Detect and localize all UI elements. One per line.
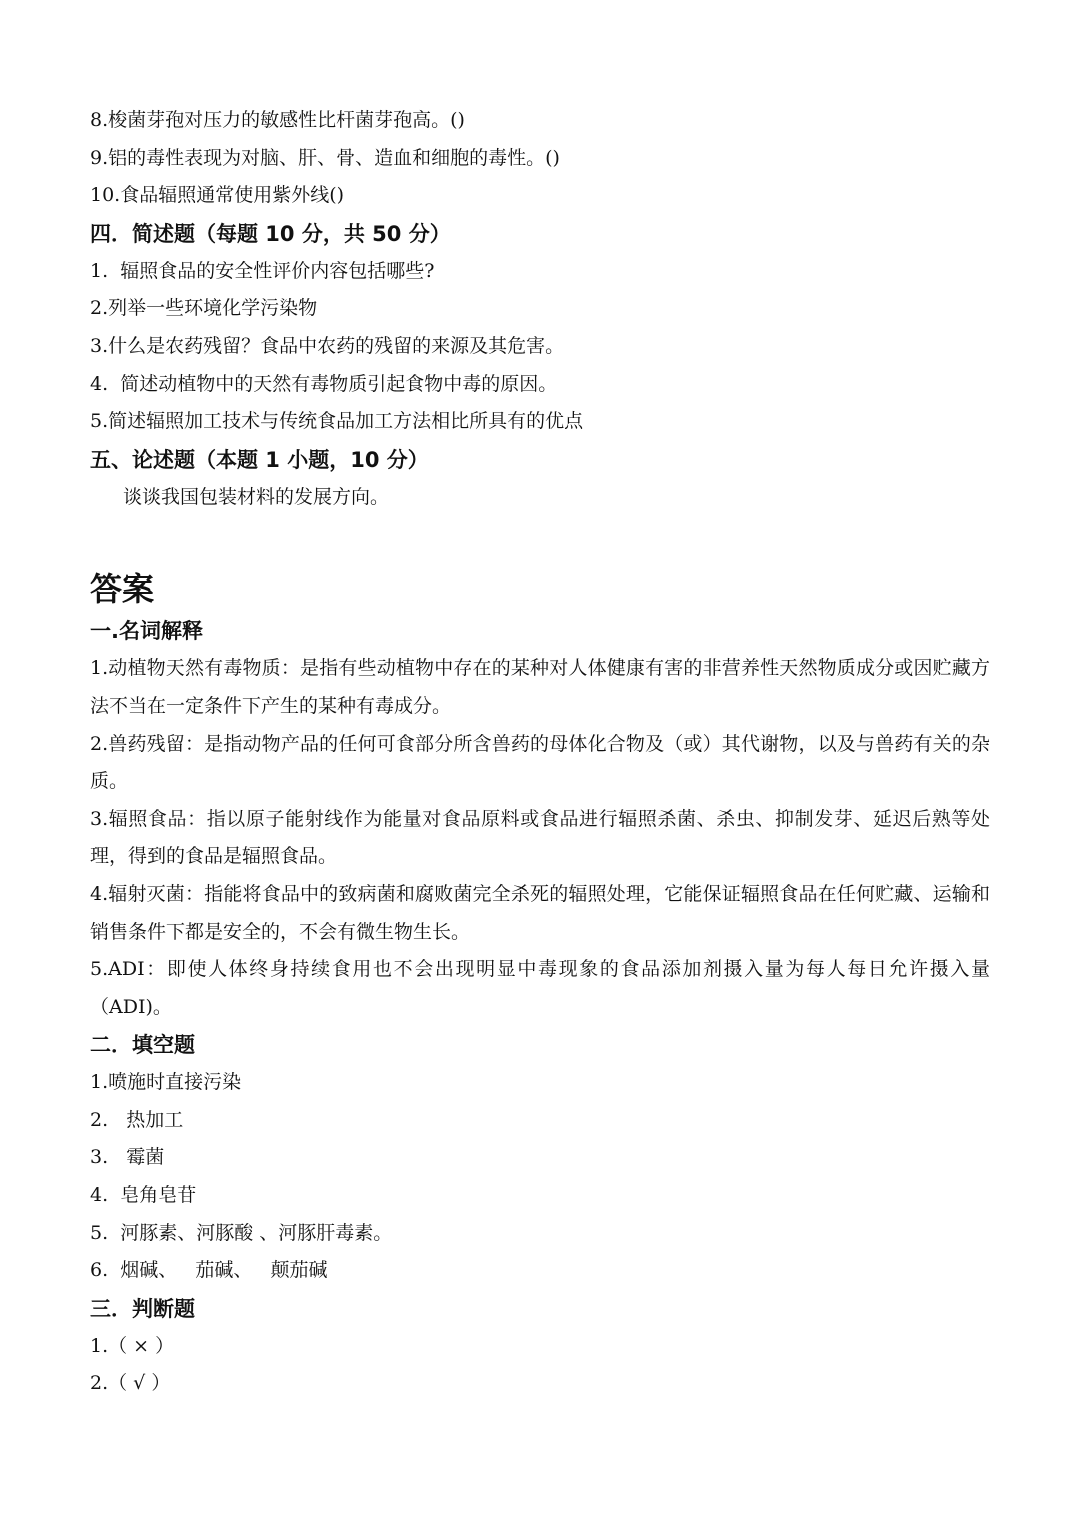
short-answer-item-1: 1. 辐照食品的安全性评价内容包括哪些? [90,259,435,282]
fill-answer-5: 5. 河豚素、河豚酸 、河豚肝毒素。 [90,1221,393,1244]
short-answer-heading: 四．简述题（每题 10 分，共 50 分） [90,221,451,246]
term-answer-2: 2.兽药残留：是指动物产品的任何可食部分所含兽药的母体化合物及（或）其代谢物，以及与兽药有关的杂质。 [90,732,990,793]
short-answer-item-5: 5.简述辐照加工技术与传统食品加工方法相比所具有的优点 [90,410,584,433]
fill-answer-3: 3. 霉菌 [90,1146,165,1169]
fill-answer-1: 1.喷施时直接污染 [90,1071,242,1094]
question-judge-9: 9.铝的毒性表现为对脑、肝、骨、造血和细胞的毒性。() [90,146,560,169]
question-judge-8: 8.梭菌芽孢对压力的敏感性比杆菌芽孢高。() [90,109,465,131]
term-answer-4: 4.辐射灭菌：指能将食品中的致病菌和腐败菌完全杀死的辐照处理，它能保证辐照食品在任何贮藏、运输和销售条件下都是安全的，不会有微生物生长。 [90,882,990,943]
term-answer-3: 3.辐照食品：指以原子能射线作为能量对食品原料或食品进行辐照杀菌、杀虫、抑制发芽、延迟后熟等处理，得到的食品是辐照食品。 [90,807,990,868]
terms-heading: 一.名词解释 [90,619,203,644]
judge-answer-2: 2.（ √ ） [90,1372,171,1395]
essay-item: 谈谈我国包装材料的发展方向。 [123,485,390,508]
term-answer-5: 5.ADI：即使人体终身持续食用也不会出现明显中毒现象的食品添加剂摄入量为每人每日允许摄入量（ADI)。 [90,958,990,1018]
question-judge-10: 10.食品辐照通常使用紫外线() [90,184,345,207]
judge-heading: 三．判断题 [90,1296,195,1321]
short-answer-item-2: 2.列举一些环境化学污染物 [90,297,318,320]
term-answer-1: 1.动植物天然有毒物质：是指有些动植物中存在的某种对人体健康有害的非营养性天然物质成分或因贮藏方法不当在一定条件下产生的某种有毒成分。 [90,657,990,717]
short-answer-item-4: 4. 简述动植物中的天然有毒物质引起食物中毒的原因。 [90,372,558,395]
answers-title: 答案 [90,570,155,609]
section-spacer [90,516,990,566]
judge-answer-1: 1.（ × ） [90,1334,175,1357]
essay-heading: 五、论述题（本题 1 小题，10 分） [90,447,429,472]
fill-answer-6: 6. 烟碱、 茄碱、 颠茄碱 [90,1259,328,1282]
fill-answer-4: 4. 皂角皂苷 [90,1184,197,1207]
document-page [90,102,990,1403]
fill-answer-2: 2. 热加工 [90,1108,184,1131]
short-answer-item-3: 3.什么是农药残留？食品中农药的残留的来源及其危害。 [90,334,565,357]
fill-heading: 二．填空题 [90,1033,195,1058]
